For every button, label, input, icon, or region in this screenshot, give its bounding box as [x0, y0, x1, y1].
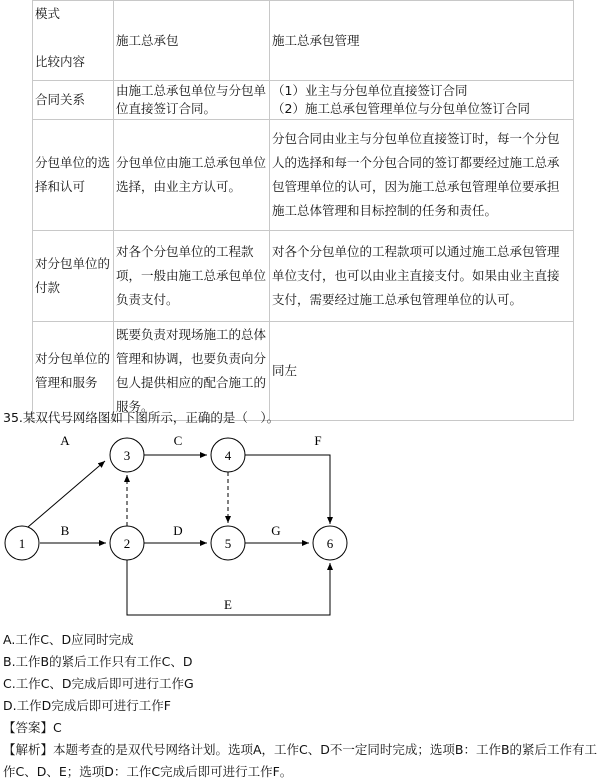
- row-col1: 既要负责对现场施工的总体管理和协调，也要负责向分包人提供相应的配合施工的服务。: [114, 322, 270, 421]
- row-col2-line: （2）施工总承包管理单位与分包单位签订合同: [272, 101, 530, 116]
- option-c: C.工作C、D完成后即可进行工作G: [3, 676, 194, 691]
- arrow-F: [245, 455, 330, 524]
- header-corner: [33, 1, 114, 81]
- header-mode: 模式: [35, 6, 61, 21]
- node-label: 1: [18, 536, 26, 551]
- row-label: 分包单位的选择和认可: [33, 120, 114, 231]
- node-label: 5: [224, 536, 232, 551]
- activity-label: G: [271, 523, 281, 538]
- node-label: 2: [123, 536, 131, 551]
- activity-label: A: [60, 433, 70, 448]
- header-col1: 施工总承包: [114, 1, 270, 81]
- node-label: 3: [123, 448, 131, 463]
- row-label: 对分包单位的管理和服务: [33, 322, 114, 421]
- row-label: 对分包单位的付款: [33, 231, 114, 322]
- activity-label: E: [224, 597, 232, 612]
- row-col2: 对各个分包单位的工程款项可以通过施工总承包管理单位支付，也可以由业主直接支付。如果由业主直接支付，需要经过施工总承包管理单位的认可。: [270, 231, 574, 322]
- row-col2: [270, 81, 574, 120]
- arrow-A: [28, 461, 105, 527]
- activity-label: B: [60, 523, 70, 538]
- header-compare: 比较内容: [35, 54, 86, 69]
- activity-label: C: [173, 433, 183, 448]
- row-col2: 分包合同由业主与分包单位直接签订时，每一个分包人的选择和每一个分包合同的签订都要经过施工总承包管理单位的认可，因为施工总承包管理单位要承担施工总体管理和目标控制的任务和责任。: [270, 120, 574, 231]
- option-a: A.工作C、D应同时完成: [3, 632, 134, 647]
- row-label: 合同关系: [33, 81, 114, 120]
- question-title: 35.某双代号网络图如下图所示，正确的是（ ）。: [3, 410, 280, 425]
- header-col2: 施工总承包管理: [270, 1, 574, 81]
- option-d: D.工作D完成后即可进行工作F: [3, 698, 171, 713]
- row-col1: 分包单位由施工总承包单位选择，由业主方认可。: [114, 120, 270, 231]
- row-col2: 同左: [270, 322, 574, 421]
- node-label: 4: [224, 448, 232, 463]
- activity-label: D: [173, 523, 183, 538]
- row-col1: 由施工总承包单位与分包单位直接签订合同。: [114, 81, 270, 120]
- network-diagram: [0, 425, 360, 625]
- node-label: 6: [326, 536, 334, 551]
- analysis: 【解析】本题考查的是双代号网络计划。选项A，工作C、D不一定同时完成；选项B：工作B的紧后工作有工作C、D、E；选项D：工作C完成后即可进行工作F。: [3, 742, 598, 779]
- option-b: B.工作B的紧后工作只有工作C、D: [3, 654, 193, 669]
- answer-section: [3, 629, 598, 783]
- answer: 【答案】C: [3, 720, 62, 735]
- activity-label: F: [314, 433, 322, 448]
- comparison-table: [32, 0, 574, 421]
- row-col1: 对各个分包单位的工程款项，一般由施工总承包单位负责支付。: [114, 231, 270, 322]
- row-col2-line: （1）业主与分包单位直接签订合同: [272, 83, 468, 98]
